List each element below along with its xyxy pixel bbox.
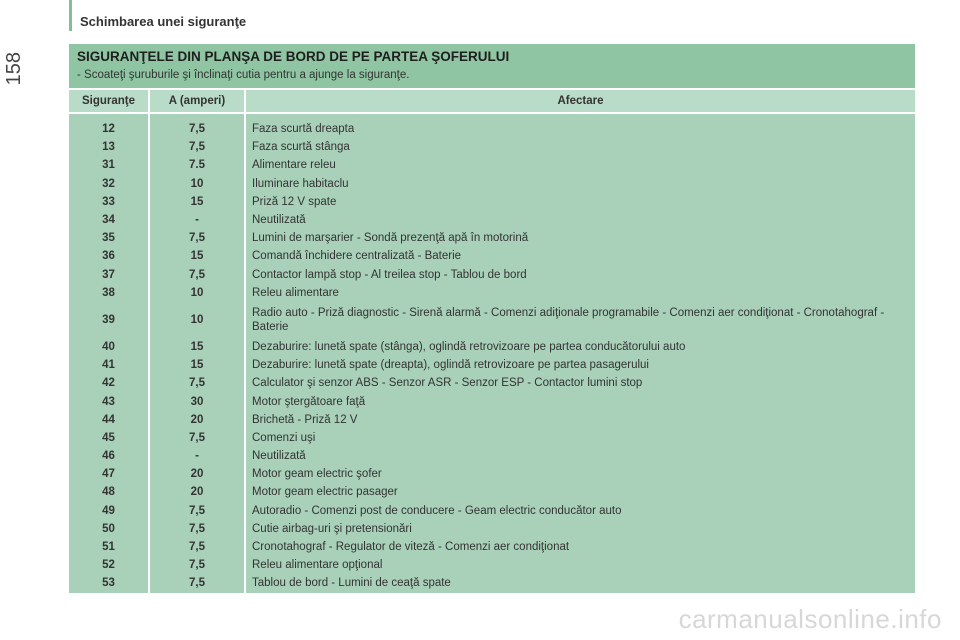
fuse-function: Dezaburire: lunetă spate (stânga), oglindă retrovizoare pe partea conducătorului auto: [245, 338, 915, 356]
fuse-amperage: 7,5: [149, 429, 245, 447]
fuse-number: 41: [69, 356, 149, 374]
fuse-table-panel: [69, 44, 915, 594]
page-number: 158: [3, 52, 25, 86]
fuse-amperage: 10: [149, 175, 245, 193]
fuse-amperage: 7,5: [149, 574, 245, 592]
fuse-number: 48: [69, 483, 149, 501]
fuse-number: 51: [69, 538, 149, 556]
panel-subtitle: - Scoateţi şuruburile şi înclinaţi cutia pentru a ajunge la siguranţe.: [77, 69, 410, 81]
fuse-function: Neutilizată: [245, 211, 915, 229]
fuse-amperage: 7,5: [149, 520, 245, 538]
fuse-amperage: 15: [149, 247, 245, 265]
table-row: [69, 356, 915, 374]
fuse-function: Dezaburire: lunetă spate (dreapta), oglindă retrovizoare pe partea pasagerului: [245, 356, 915, 374]
fuse-number: 33: [69, 193, 149, 211]
fuse-function: Comenzi uşi: [245, 429, 915, 447]
table-row: [69, 302, 915, 338]
fuse-function: Releu alimentare opţional: [245, 556, 915, 574]
fuse-table: [69, 88, 915, 593]
fuse-number: 52: [69, 556, 149, 574]
fuse-number: 39: [69, 302, 149, 338]
table-row: [69, 338, 915, 356]
fuse-amperage: 15: [149, 356, 245, 374]
fuse-number: 12: [69, 113, 149, 138]
table-row: [69, 113, 915, 138]
table-row: [69, 229, 915, 247]
fuse-number: 34: [69, 211, 149, 229]
table-row: [69, 284, 915, 302]
fuse-amperage: 7,5: [149, 502, 245, 520]
fuse-function: Alimentare releu: [245, 156, 915, 174]
fuse-function: Radio auto - Priză diagnostic - Sirenă alarmă - Comenzi adiţionale programabile - Comenzi aer condiţionat - Cronotahograf - Baterie: [245, 302, 915, 338]
fuse-number: 47: [69, 465, 149, 483]
fuse-function: Priză 12 V spate: [245, 193, 915, 211]
fuse-number: 32: [69, 175, 149, 193]
table-row: [69, 502, 915, 520]
fuse-number: 38: [69, 284, 149, 302]
fuse-amperage: 20: [149, 411, 245, 429]
table-row: [69, 138, 915, 156]
fuse-number: 44: [69, 411, 149, 429]
fuse-function: Lumini de marşarier - Sondă prezenţă apă în motorină: [245, 229, 915, 247]
fuse-amperage: 7.5: [149, 156, 245, 174]
fuse-amperage: 20: [149, 465, 245, 483]
fuse-amperage: 7,5: [149, 266, 245, 284]
fuse-amperage: 7,5: [149, 556, 245, 574]
fuse-amperage: 7,5: [149, 538, 245, 556]
fuse-amperage: 7,5: [149, 374, 245, 392]
fuse-number: 42: [69, 374, 149, 392]
fuse-function: Neutilizată: [245, 447, 915, 465]
panel-title: SIGURANŢELE DIN PLANŞA DE BORD DE PE PARTEA ŞOFERULUI: [77, 49, 510, 64]
fuse-amperage: 15: [149, 193, 245, 211]
watermark: carmanualsonline.info: [678, 604, 942, 634]
fuse-number: 37: [69, 266, 149, 284]
fuse-function: Motor ştergătoare faţă: [245, 392, 915, 410]
fuse-function: Comandă închidere centralizată - Baterie: [245, 247, 915, 265]
fuse-function: Cutie airbag-uri şi pretensionări: [245, 520, 915, 538]
column-header-amperes: A (amperi): [149, 89, 245, 113]
fuse-function: Releu alimentare: [245, 284, 915, 302]
fuse-amperage: 20: [149, 483, 245, 501]
column-header-fuse: Siguranţe: [69, 89, 149, 113]
fuse-number: 35: [69, 229, 149, 247]
fuse-amperage: 30: [149, 392, 245, 410]
table-row: [69, 374, 915, 392]
fuse-function: Iluminare habitaclu: [245, 175, 915, 193]
fuse-amperage: -: [149, 447, 245, 465]
table-row: [69, 556, 915, 574]
fuse-number: 13: [69, 138, 149, 156]
table-row: [69, 156, 915, 174]
fuse-function: Motor geam electric şofer: [245, 465, 915, 483]
fuse-number: 49: [69, 502, 149, 520]
fuse-number: 36: [69, 247, 149, 265]
fuse-function: Faza scurtă stânga: [245, 138, 915, 156]
table-row: [69, 392, 915, 410]
table-row: [69, 411, 915, 429]
table-row: [69, 247, 915, 265]
table-row: [69, 211, 915, 229]
fuse-number: 40: [69, 338, 149, 356]
fuse-function: Autoradio - Comenzi post de conducere - Geam electric conducător auto: [245, 502, 915, 520]
table-row: [69, 483, 915, 501]
fuse-amperage: 15: [149, 338, 245, 356]
fuse-amperage: 7,5: [149, 229, 245, 247]
fuse-function: Cronotahograf - Regulator de viteză - Comenzi aer condiţionat: [245, 538, 915, 556]
table-header-row: [69, 89, 915, 113]
fuse-number: 53: [69, 574, 149, 592]
fuse-function: Brichetă - Priză 12 V: [245, 411, 915, 429]
fuse-number: 45: [69, 429, 149, 447]
fuse-function: Calculator şi senzor ABS - Senzor ASR - Senzor ESP - Contactor lumini stop: [245, 374, 915, 392]
fuse-amperage: 7,5: [149, 138, 245, 156]
table-row: [69, 574, 915, 592]
section-title: Schimbarea unei siguranţe: [80, 14, 247, 29]
table-row: [69, 538, 915, 556]
fuse-number: 50: [69, 520, 149, 538]
panel-header: [69, 44, 915, 88]
table-row: [69, 175, 915, 193]
column-header-function: Afectare: [245, 89, 915, 113]
fuse-function: Faza scurtă dreapta: [245, 113, 915, 138]
fuse-function: Contactor lampă stop - Al treilea stop - Tablou de bord: [245, 266, 915, 284]
fuse-amperage: 10: [149, 302, 245, 338]
table-row: [69, 520, 915, 538]
table-row: [69, 465, 915, 483]
table-row: [69, 447, 915, 465]
fuse-number: 43: [69, 392, 149, 410]
fuse-number: 31: [69, 156, 149, 174]
fuse-number: 46: [69, 447, 149, 465]
fuse-function: Tablou de bord - Lumini de ceaţă spate: [245, 574, 915, 592]
table-row: [69, 429, 915, 447]
table-row: [69, 266, 915, 284]
fuse-amperage: 10: [149, 284, 245, 302]
fuse-amperage: 7,5: [149, 113, 245, 138]
fuse-function: Motor geam electric pasager: [245, 483, 915, 501]
table-row: [69, 193, 915, 211]
fuse-amperage: -: [149, 211, 245, 229]
section-accent-bar: [69, 0, 72, 31]
fuse-rows: [69, 113, 915, 593]
